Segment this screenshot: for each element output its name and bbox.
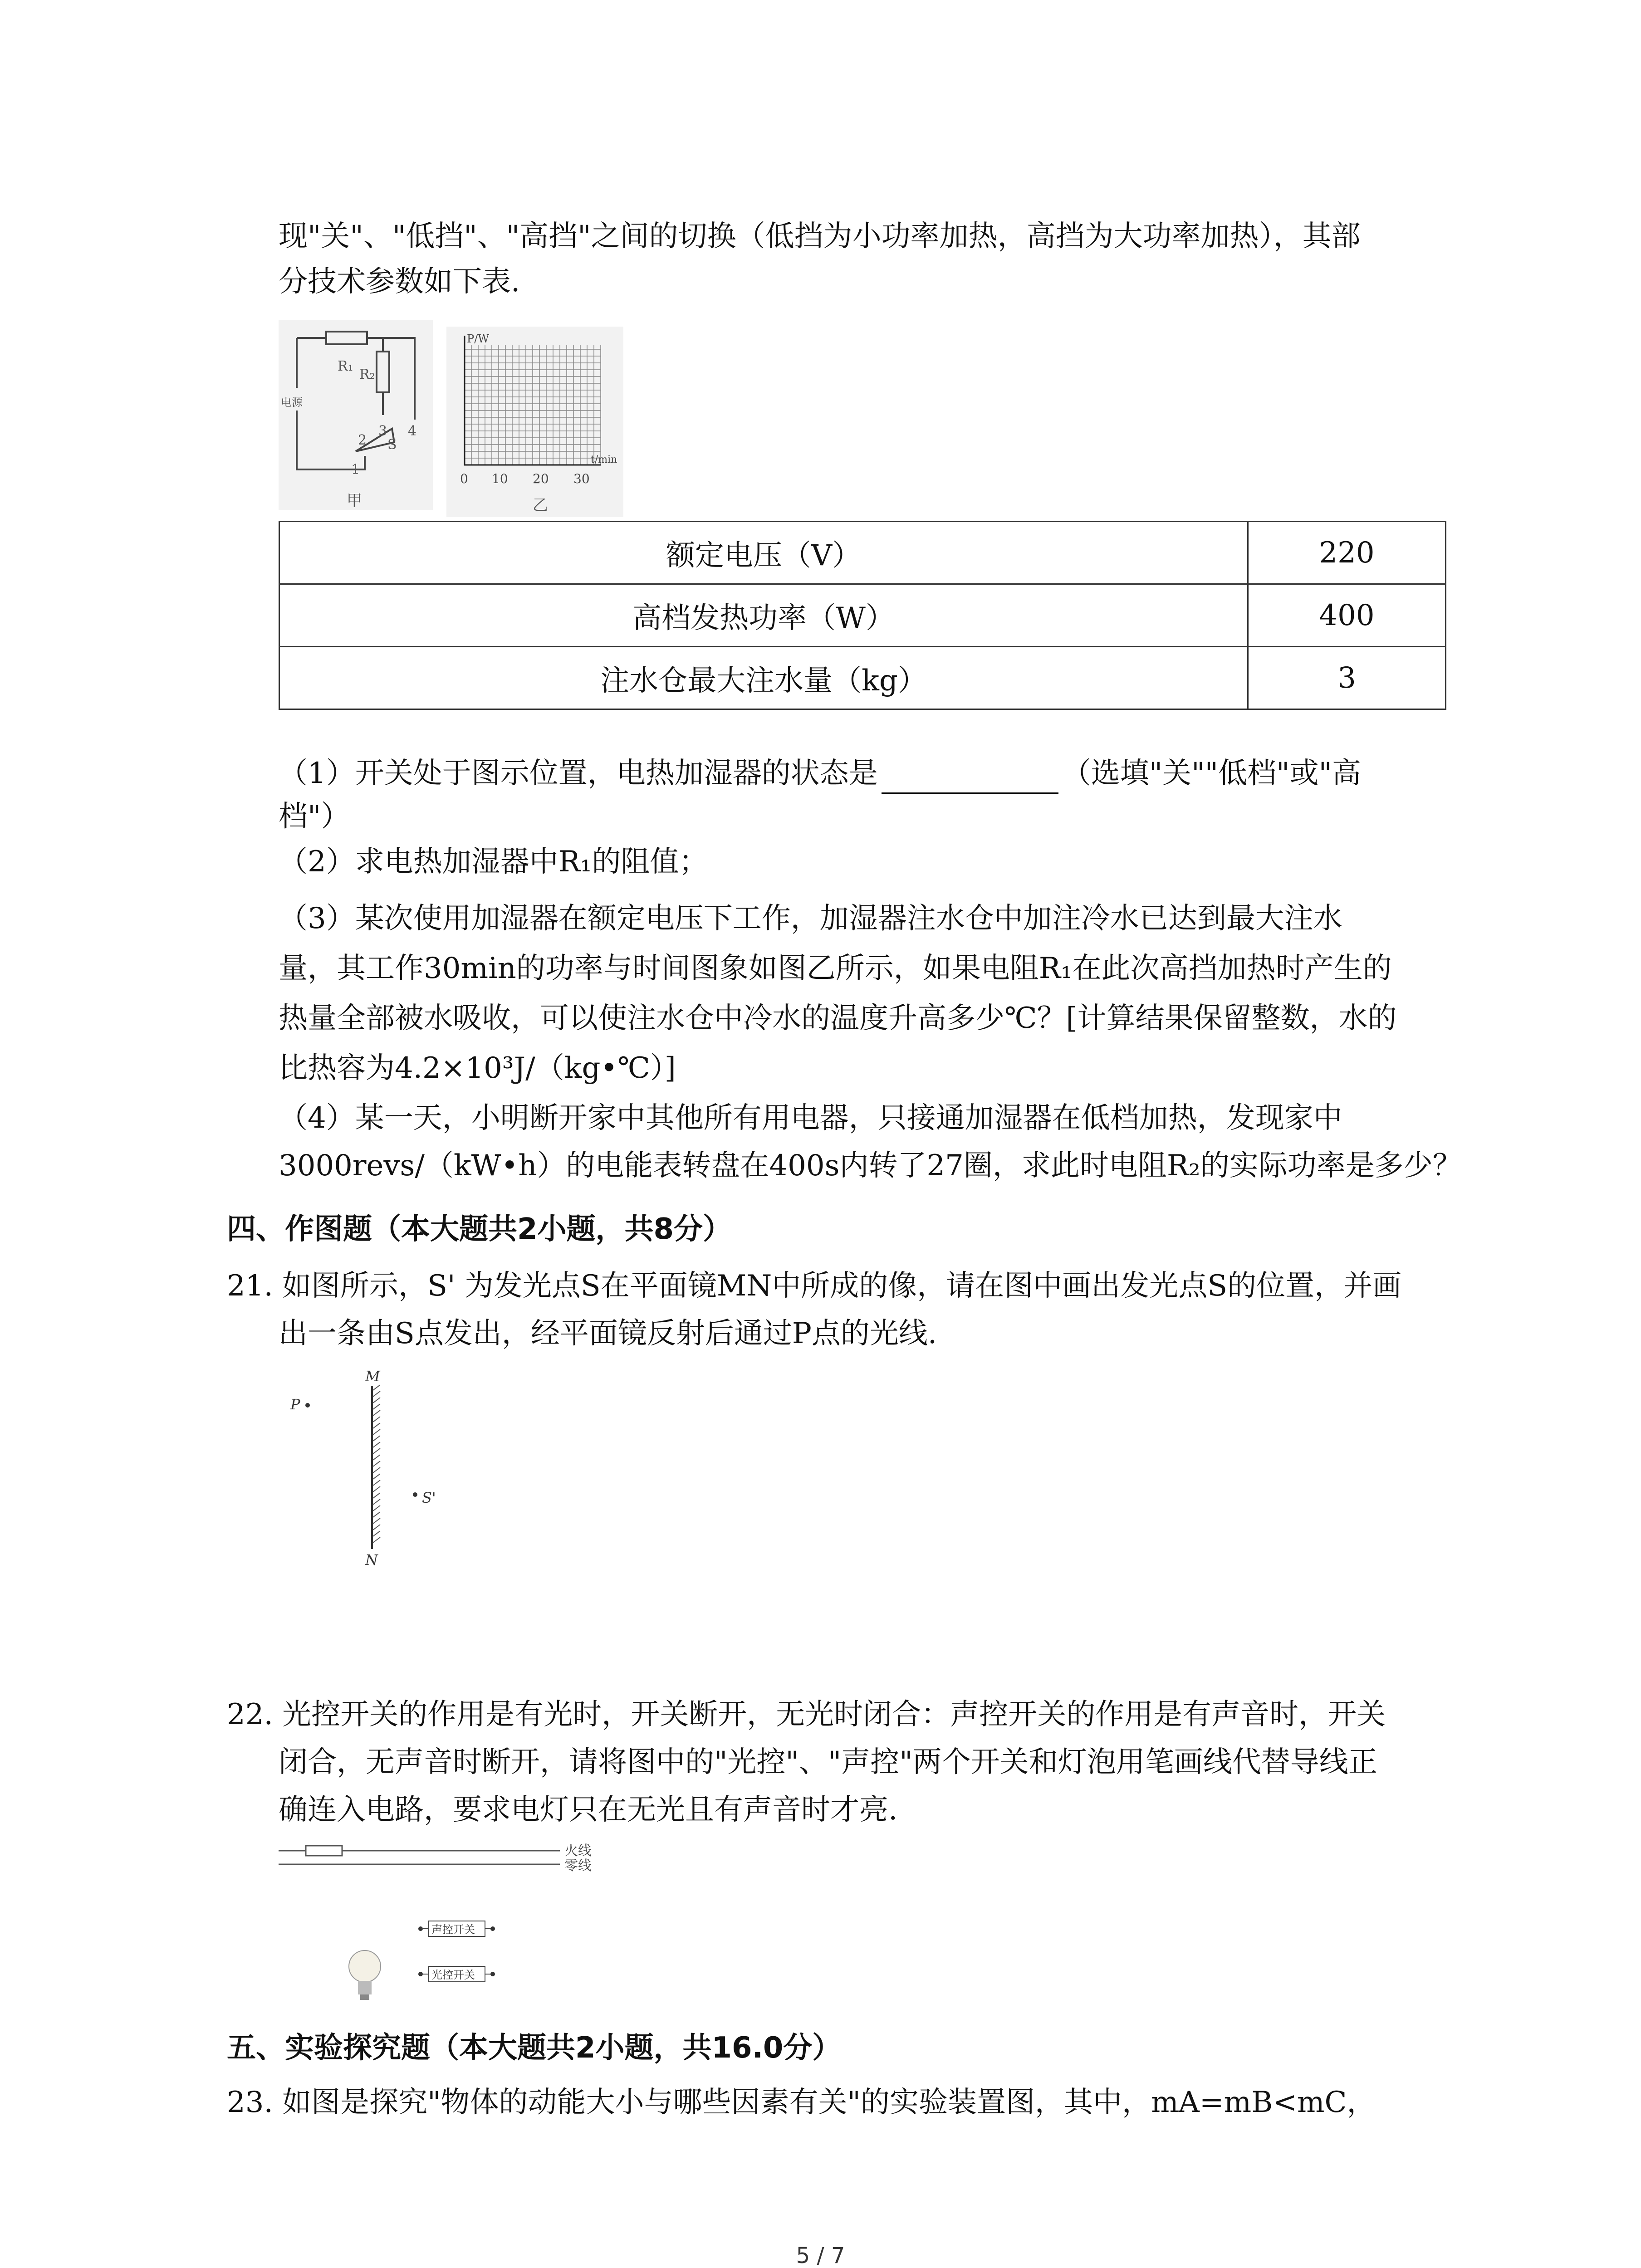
table-cell-key: 注水仓最大注水量（kg） — [279, 647, 1248, 709]
circuit-figure-jia — [279, 320, 433, 510]
table-row — [279, 522, 1446, 584]
power-time-graph-yi — [446, 327, 623, 517]
mirror-m-label: M — [365, 1368, 380, 1385]
parameter-table — [279, 521, 1446, 710]
q20-part4-line1: （4）某一天，小明断开家中其他所有用电器，只接通加湿器在低档加热，发现家中 — [279, 1101, 1342, 1135]
intro-line-1: 现"关"、"低挡"、"高挡"之间的切换（低挡为小功率加热，高挡为大功率加热），其部 — [279, 220, 1361, 253]
point-s-prime — [413, 1492, 417, 1497]
answer-blank[interactable] — [882, 765, 1058, 794]
r1-label: R₁ — [338, 358, 353, 374]
point-p — [305, 1403, 310, 1408]
table-cell-key: 额定电压（V） — [279, 522, 1248, 584]
q21-line2: 出一条由S点发出，经平面镜反射后通过P点的光线. — [279, 1317, 937, 1350]
q21-line1: 21. 如图所示，S' 为发光点S在平面镜MN中所成的像，请在图中画出发光点S的位置，并画 — [227, 1269, 1402, 1303]
q20-part1-text-a: （1）开关处于图示位置，电热加湿器的状态是 — [279, 757, 878, 790]
terminal-3-label: 3 — [378, 423, 387, 439]
x-axis-label: t/min — [591, 454, 617, 465]
terminal-1-label: 1 — [351, 462, 360, 478]
table-row — [279, 647, 1446, 709]
mirror-n-label: N — [365, 1551, 378, 1569]
q20-part3-line2: 量，其工作30min的功率与时间图象如图乙所示，如果电阻R₁在此次高挡加热时产生的 — [279, 952, 1392, 985]
fuse — [306, 1846, 342, 1856]
power-source-label: 电源 — [281, 396, 303, 409]
intro-line-2: 分技术参数如下表. — [279, 265, 520, 298]
q20-part2: （2）求电热加湿器中R₁的阻值； — [279, 845, 708, 879]
table-row — [279, 584, 1446, 647]
q20-part3-line4: 比热容为4.2×10³J/（kg•℃）] — [279, 1051, 676, 1085]
table-cell-value: 400 — [1248, 584, 1446, 647]
section-5-heading: 五、实验探究题（本大题共2小题，共16.0分） — [227, 2031, 842, 2065]
switch-s-label: S — [387, 437, 397, 453]
y-axis-label: P/W — [467, 332, 489, 345]
sound-switch-label: 声控开关 — [431, 1923, 475, 1936]
light-bulb — [349, 1950, 381, 2000]
neutral-wire-label: 零线 — [564, 1858, 592, 1874]
x-tick-10: 10 — [492, 471, 508, 486]
table-cell-key: 高档发热功率（W） — [279, 584, 1248, 647]
terminal-4-label: 4 — [408, 423, 417, 439]
figure-jia-caption: 甲 — [347, 492, 362, 510]
q20-part1 — [279, 753, 1361, 794]
table-cell-value: 220 — [1248, 522, 1446, 584]
q22-line1: 22. 光控开关的作用是有光时，开关断开，无光时闭合：声控开关的作用是有声音时，开关 — [227, 1698, 1386, 1731]
r2-label: R₂ — [359, 367, 375, 382]
point-s-prime-label: S' — [422, 1489, 436, 1506]
circuit-diagram — [279, 320, 433, 510]
live-wire-label: 火线 — [564, 1843, 592, 1859]
q23-line1: 23. 如图是探究"物体的动能大小与哪些因素有关"的实验装置图，其中，mA=mB<mC， — [227, 2086, 1376, 2119]
power-time-grid — [446, 327, 623, 517]
light-switch-label: 光控开关 — [431, 1969, 475, 1981]
household-circuit-figure — [279, 1839, 642, 2012]
household-circuit-diagram — [279, 1839, 642, 2012]
q22-line2: 闭合，无声音时断开，请将图中的"光控"、"声控"两个开关和灯泡用笔画线代替导线正 — [279, 1745, 1377, 1779]
q20-part1-text-b: （选填"关""低档"或"高 — [1062, 757, 1361, 790]
page-number: 5 / 7 — [796, 2243, 845, 2268]
q20-part3-line1: （3）某次使用加湿器在额定电压下工作，加湿器注水仓中加注冷水已达到最大注水 — [279, 902, 1342, 935]
q22-line3: 确连入电路，要求电灯只在无光且有声音时才亮. — [279, 1793, 898, 1827]
q20-part1-cont: 档"） — [279, 800, 350, 833]
point-p-label: P — [290, 1396, 300, 1413]
table-cell-value: 3 — [1248, 647, 1446, 709]
q20-part4-line2: 3000revs/（kW•h）的电能表转盘在400s内转了27圈，求此时电阻R₂的实际功率是多少？ — [279, 1149, 1462, 1183]
x-tick-0: 0 — [460, 471, 468, 486]
x-tick-20: 20 — [533, 471, 549, 486]
q20-part3-line3: 热量全部被水吸收，可以使注水仓中冷水的温度升高多少℃？[计算结果保留整数，水的 — [279, 1002, 1397, 1035]
plane-mirror-figure — [281, 1359, 472, 1572]
terminal-2-label: 2 — [358, 432, 367, 448]
plane-mirror-diagram — [281, 1359, 472, 1572]
figure-yi-caption: 乙 — [533, 496, 548, 514]
x-tick-30: 30 — [573, 471, 590, 486]
section-4-heading: 四、作图题（本大题共2小题，共8分） — [227, 1212, 732, 1246]
